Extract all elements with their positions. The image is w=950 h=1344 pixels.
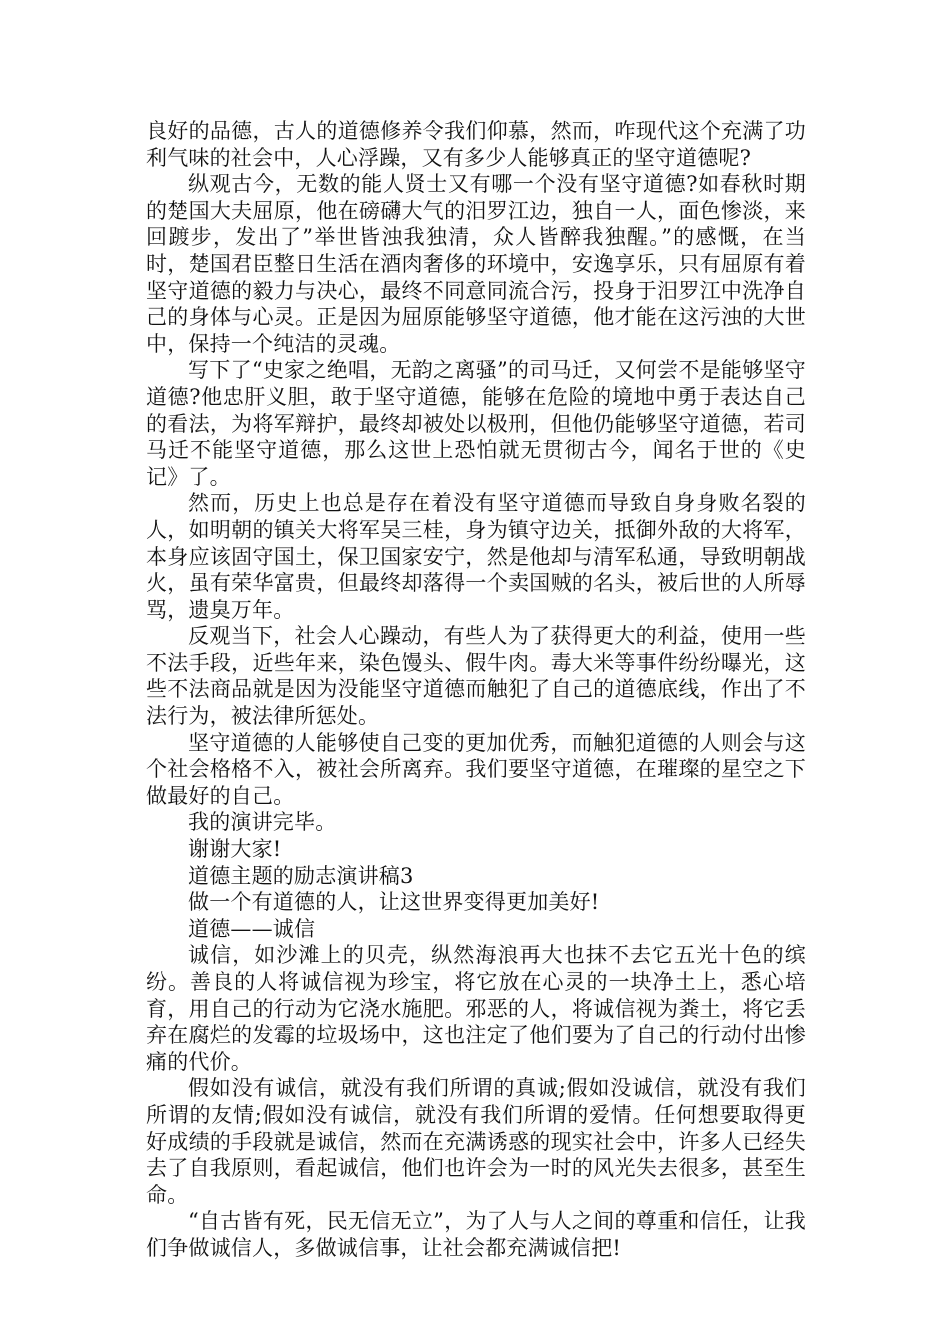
speech-subtitle: 做一个有道德的人，让这世界变得更加美好! xyxy=(188,890,600,915)
document-body xyxy=(146,118,806,1262)
paragraph-3: 写下了“史家之绝唱，无韵之离骚”的司马迁，又何尝不是能够坚守道德?他忠肝义胆，敢于坚守道德，能够在危险的境地中勇于表达自己的看法，为将军辩护，最终却被处以极刑，但他仍能够坚守道德，若司马迁不能坚守道德，那么这世上恐怕就无贯彻古今，闻名于世的《史记》了。 xyxy=(146,358,806,489)
thanks-line: 谢谢大家! xyxy=(188,837,282,862)
paragraph-1: 良好的品德，古人的道德修养令我们仰慕，然而，咋现代这个充满了功利气味的社会中，人心浮躁，又有多少人能够真正的坚守道德呢? xyxy=(146,119,806,170)
paragraph-13: 假如没有诚信，就没有我们所谓的真诚;假如没诚信，就没有我们所谓的友情;假如没有诚信，就没有我们所谓的爱情。任何想要取得更好成绩的手段就是诚信，然而在充满诱惑的现实社会中，许多人已经失去了自我原则，看起诚信，他们也许会为一时的风光失去很多，甚至生命。 xyxy=(146,1076,806,1207)
closing-line: 我的演讲完毕。 xyxy=(188,810,337,835)
paragraph-4: 然而，历史上也总是存在着没有坚守道德而导致自身身败名裂的人，如明朝的镇关大将军吴三桂，身为镇守边关，抵御外敌的大将军，本身应该固守国土，保卫国家安宁，然是他却与清军私通，导致明朝战火，虽有荣华富贵，但最终却落得一个卖国贼的名头，被后世的人所辱骂，遗臭万年。 xyxy=(146,491,806,622)
paragraph-5: 反观当下，社会人心躁动，有些人为了获得更大的利益，使用一些不法手段，近些年来，染色馒头、假牛肉。毒大米等事件纷纷曝光，这些不法商品就是因为没能坚守道德而触犯了自己的道德底线，作出了不法行为，被法律所惩处。 xyxy=(146,624,806,729)
paragraph-2: 纵观古今，无数的能人贤士又有哪一个没有坚守道德?如春秋时期的楚国大夫屈原，他在磅礴大气的汨罗江边，独自一人，面色惨淡，来回踱步，发出了”举世皆浊我独清，众人皆醉我独醒。”的感慨，在当时，楚国君臣整日生活在酒肉奢侈的环境中，安逸享乐，只有屈原有着坚守道德的毅力与决心，最终不同意同流合污，投身于汨罗江中洗净自己的身体与心灵。正是因为屈原能够坚守道德，他才能在这污浊的大世中，保持一个纯洁的灵魂。 xyxy=(146,172,806,356)
paragraph-12: 诚信，如沙滩上的贝壳，纵然海浪再大也抹不去它五光十色的缤纷。善良的人将诚信视为珍宝，将它放在心灵的一块净土上，悉心培育，用自己的行动为它浇水施肥。邪恶的人，将诚信视为粪土，将它丢弃在腐烂的发霉的垃圾场中，这也注定了他们要为了自己的行动付出惨痛的代价。 xyxy=(146,943,806,1074)
paragraph-14: “自古皆有死，民无信无立”，为了人与人之间的尊重和信任，让我们争做诚信人，多做诚信事，让社会都充满诚信把! xyxy=(146,1209,806,1260)
section-heading: 道德——诚信 xyxy=(188,916,316,941)
paragraph-6: 坚守道德的人能够使自己变的更加优秀，而触犯道德的人则会与这个社会格格不入，被社会所离弃。我们要坚守道德，在璀璨的星空之下做最好的自己。 xyxy=(146,730,806,808)
speech-title: 道德主题的励志演讲稿3 xyxy=(188,863,414,888)
